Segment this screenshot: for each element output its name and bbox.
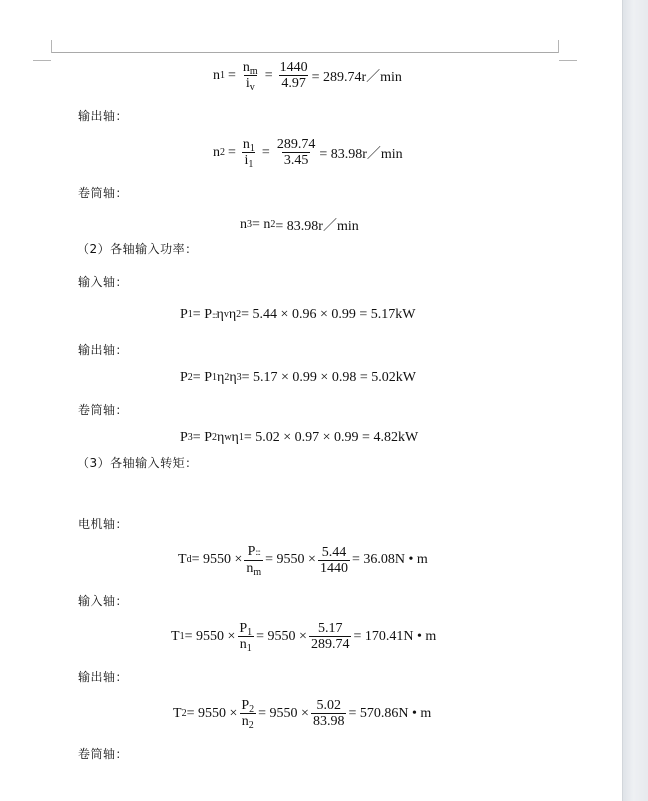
equation-p1: P 1 = P ::: η v η 2 = 5.44 × 0.96 × 0.99 = 5.17kW xyxy=(180,307,416,322)
equation-n2: n 2 = $\frac{n_1}{i_1}$ = $\frac{289.74}{3.45}$ = 83.98r／min xyxy=(213,137,403,170)
crop-mark-left-horizontal xyxy=(33,60,51,61)
label-input-shaft: 输入轴： xyxy=(78,594,129,608)
equation-td: T d = 9550 × $\frac{P:::}{n_m}$ = 9550 × $\frac{5.44}{1440}$ = 36.08N • m xyxy=(178,544,428,578)
label-output-shaft: 输出轴： xyxy=(78,670,129,684)
label-output-shaft: 输出轴： xyxy=(78,343,129,357)
label-drum-shaft: 卷筒轴： xyxy=(78,747,129,761)
crop-mark-right-horizontal xyxy=(559,60,577,61)
label-drum-shaft: 卷筒轴： xyxy=(78,403,129,417)
vertical-scrollbar-track[interactable] xyxy=(622,0,648,801)
equation-p2: P 2 = P 1 η 2 η 3 = 5.17 × 0.99 × 0.98 = 5.02kW xyxy=(180,370,416,385)
equation-t1: T 1 = 9550 × $\frac{P_1}{n_1}$ = 9550 × $\frac{5.17}{289.74}$ = 170.41N • m xyxy=(171,621,437,654)
equation-n3: n 3 = n 2 = 83.98r／min xyxy=(240,217,359,234)
equation-n1: n 1 = $\frac{n_m}{i_v}$ = $\frac{1440}{4.97}$ = 289.74r／min xyxy=(213,60,402,93)
header-margin-line xyxy=(51,52,559,53)
equation-p3: P 3 = P 2 η w η 1 = 5.02 × 0.97 × 0.99 = 4.82kW xyxy=(180,430,419,445)
crop-mark-left-vertical xyxy=(51,40,52,53)
label-output-shaft: 输出轴： xyxy=(78,109,129,123)
section-heading-power: （2）各轴输入功率： xyxy=(77,242,198,256)
label-input-shaft: 输入轴： xyxy=(78,275,129,289)
label-drum-shaft: 卷筒轴： xyxy=(78,186,129,200)
label-motor-shaft: 电机轴： xyxy=(78,517,129,531)
equation-t2: T 2 = 9550 × $\frac{P_2}{n_2}$ = 9550 × $\frac{5.02}{83.98}$ = 570.86N • m xyxy=(173,698,432,731)
crop-mark-right-vertical xyxy=(558,40,559,53)
section-heading-torque: （3）各轴输入转矩： xyxy=(77,456,198,470)
